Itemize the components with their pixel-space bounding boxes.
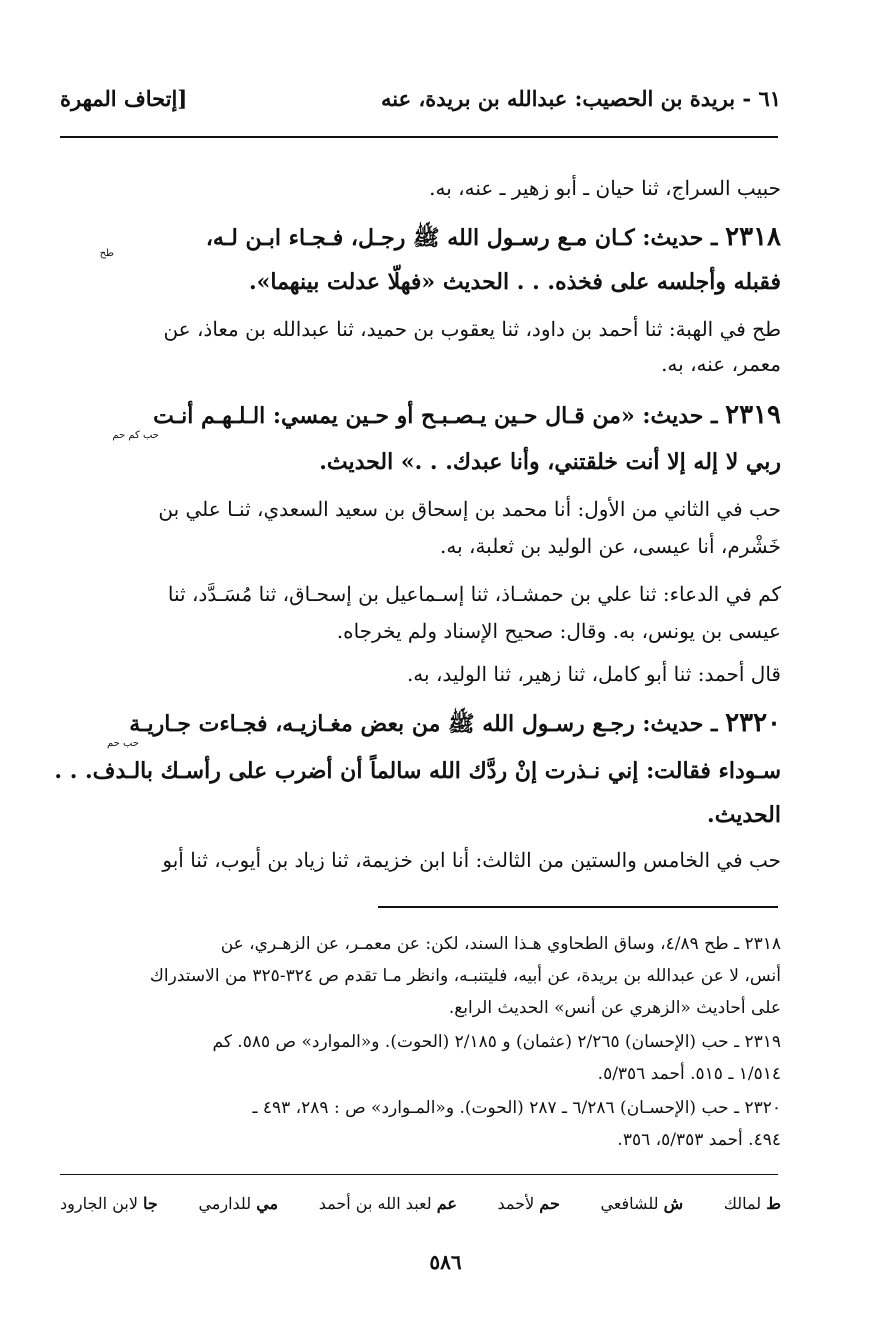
abbreviation-key: [60, 1194, 781, 1213]
hadith-number: ٢٣٢٠: [725, 708, 781, 738]
footnote-rule: [378, 906, 778, 908]
source-paragraph-line: [163, 319, 781, 339]
body-line: حبيب السراج، ثنا حيان ـ أبو زهير ـ عنه، به.: [429, 176, 781, 200]
hadith-2320-line1: [129, 710, 781, 736]
header-rule: [60, 136, 778, 138]
footnote-line: ٤٩٤. أحمد ٥/٣٥٣، ٣٥٦.: [617, 1130, 781, 1150]
abbreviation-item: مي للدارمي: [198, 1194, 279, 1213]
footnote-line: ٢٣١٨ ـ طح ٤/٨٩، وساق الطحاوي هـذا السند، لكن: عن معمـر، عن الزهـري، عن: [220, 934, 781, 954]
source-paragraph-line: حب في الثاني من الأول: أنا محمد بن إسحاق بن سعيد السعدي، ثنـا علي بن: [158, 497, 781, 521]
footnote-line: ٢٣١٩ ـ حب (الإحسان) ٢/٢٦٥ (عثمان) و ٢/١٨٥ (الحوت). و«الموارد» ص ٥٨٥. كم: [212, 1032, 781, 1052]
hadith-number: ٢٣١٨: [725, 222, 781, 252]
source-siglum: طح: [99, 248, 114, 259]
running-header-chapter: ٦١ - بريدة بن الحصيب: عبدالله بن بريدة، عنه: [381, 86, 781, 111]
source-paragraph-line: عيسى بن يونس، به. وقال: صحيح الإسناد ولم يخرجاه.: [336, 619, 781, 643]
hadith-number: ٢٣١٩: [725, 400, 781, 430]
hadith-text: ـ حديث: رجـع رسـول الله ﷺ من بعض مغـازيـه، فجـاءت جـاريـة: [129, 711, 718, 737]
hadith-2320-line2: سـوداء فقالت: إني نـذرت إنْ ردَّك الله سالماً أن أضرب على رأسـك بالـدف. . .: [54, 758, 781, 784]
abbreviation-item: عم لعبد الله بن أحمد: [318, 1194, 457, 1213]
running-header-book-title: [إتحاف المهرة: [60, 86, 188, 111]
source-siglum: حب حم: [106, 738, 139, 749]
abbreviation-rule: [60, 1174, 778, 1175]
footnote-line: أنس، لا عن عبدالله بن بريدة، عن أبيه، فليتنبـه، وانظر مـا تقدم ص ٣٢٤-٣٢٥ من الاستدراك: [149, 966, 781, 986]
paragraph-text: طح في الهبة: ثنا أحمد بن داود، ثنا يعقوب بن حميد، ثنا عبدالله بن معاذ، عن: [163, 317, 781, 341]
footnote-line: على أحاديث «الزهري عن أنس» الحديث الرابع.: [448, 998, 781, 1018]
hadith-2319-line1: [153, 402, 781, 428]
hadith-2318-line1: [206, 224, 781, 250]
source-paragraph-line: معمر، عنه، به.: [661, 352, 781, 376]
hadith-2318-line2: فقبله وأجلسه على فخذه. . . الحديث «فهلّا عدلت بينهما».: [248, 269, 781, 295]
abbreviation-item: جا لابن الجارود: [60, 1194, 158, 1213]
footnote-line: ٢٣٢٠ ـ حب (الإحسـان) ٦/٢٨٦ ـ ٢٨٧ (الحوت). و«المـوارد» ص : ٢٨٩، ٤٩٣ ـ: [252, 1098, 781, 1118]
hadith-2319-line2: ربي لا إله إلا أنت خلقتني، وأنا عبدك. . .» الحديث.: [319, 449, 781, 475]
source-paragraph-line: حب في الخامس والستين من الثالث: أنا ابن خزيمة، ثنا زياد بن أيوب، ثنا أبو: [162, 848, 781, 872]
source-paragraph-line: كم في الدعاء: ثنا علي بن حمشـاذ، ثنا إسـماعيل بن إسحـاق، ثنا مُسَـدَّد، ثنا: [167, 582, 781, 606]
abbreviation-item: حم لأحمد: [497, 1194, 560, 1213]
page-number: ٥٨٦: [429, 1250, 462, 1274]
source-paragraph-line: خَشْرم، أنا عيسى، عن الوليد بن ثعلبة، به.: [440, 534, 781, 558]
hadith-2320-line3: الحديث.: [707, 802, 781, 828]
footnote-line: ١/٥١٤ ـ ٥١٥. أحمد ٥/٣٥٦.: [597, 1064, 781, 1084]
abbreviation-item: ش للشافعي: [600, 1194, 684, 1213]
source-siglum: حب كم حم: [112, 430, 159, 441]
abbreviation-item: ط لمالك: [723, 1194, 781, 1213]
hadith-text: ـ حديث: «من قـال حـين يـصـبـح أو حـين يمسي: الـلـهـم أنـت: [153, 403, 718, 429]
source-paragraph-line: قال أحمد: ثنا أبو كامل، ثنا زهير، ثنا الوليد، به.: [406, 662, 781, 686]
hadith-text: ـ حديث: كـان مـع رسـول الله ﷺ رجـل، فـجـاء ابـن لـه،: [205, 225, 718, 251]
